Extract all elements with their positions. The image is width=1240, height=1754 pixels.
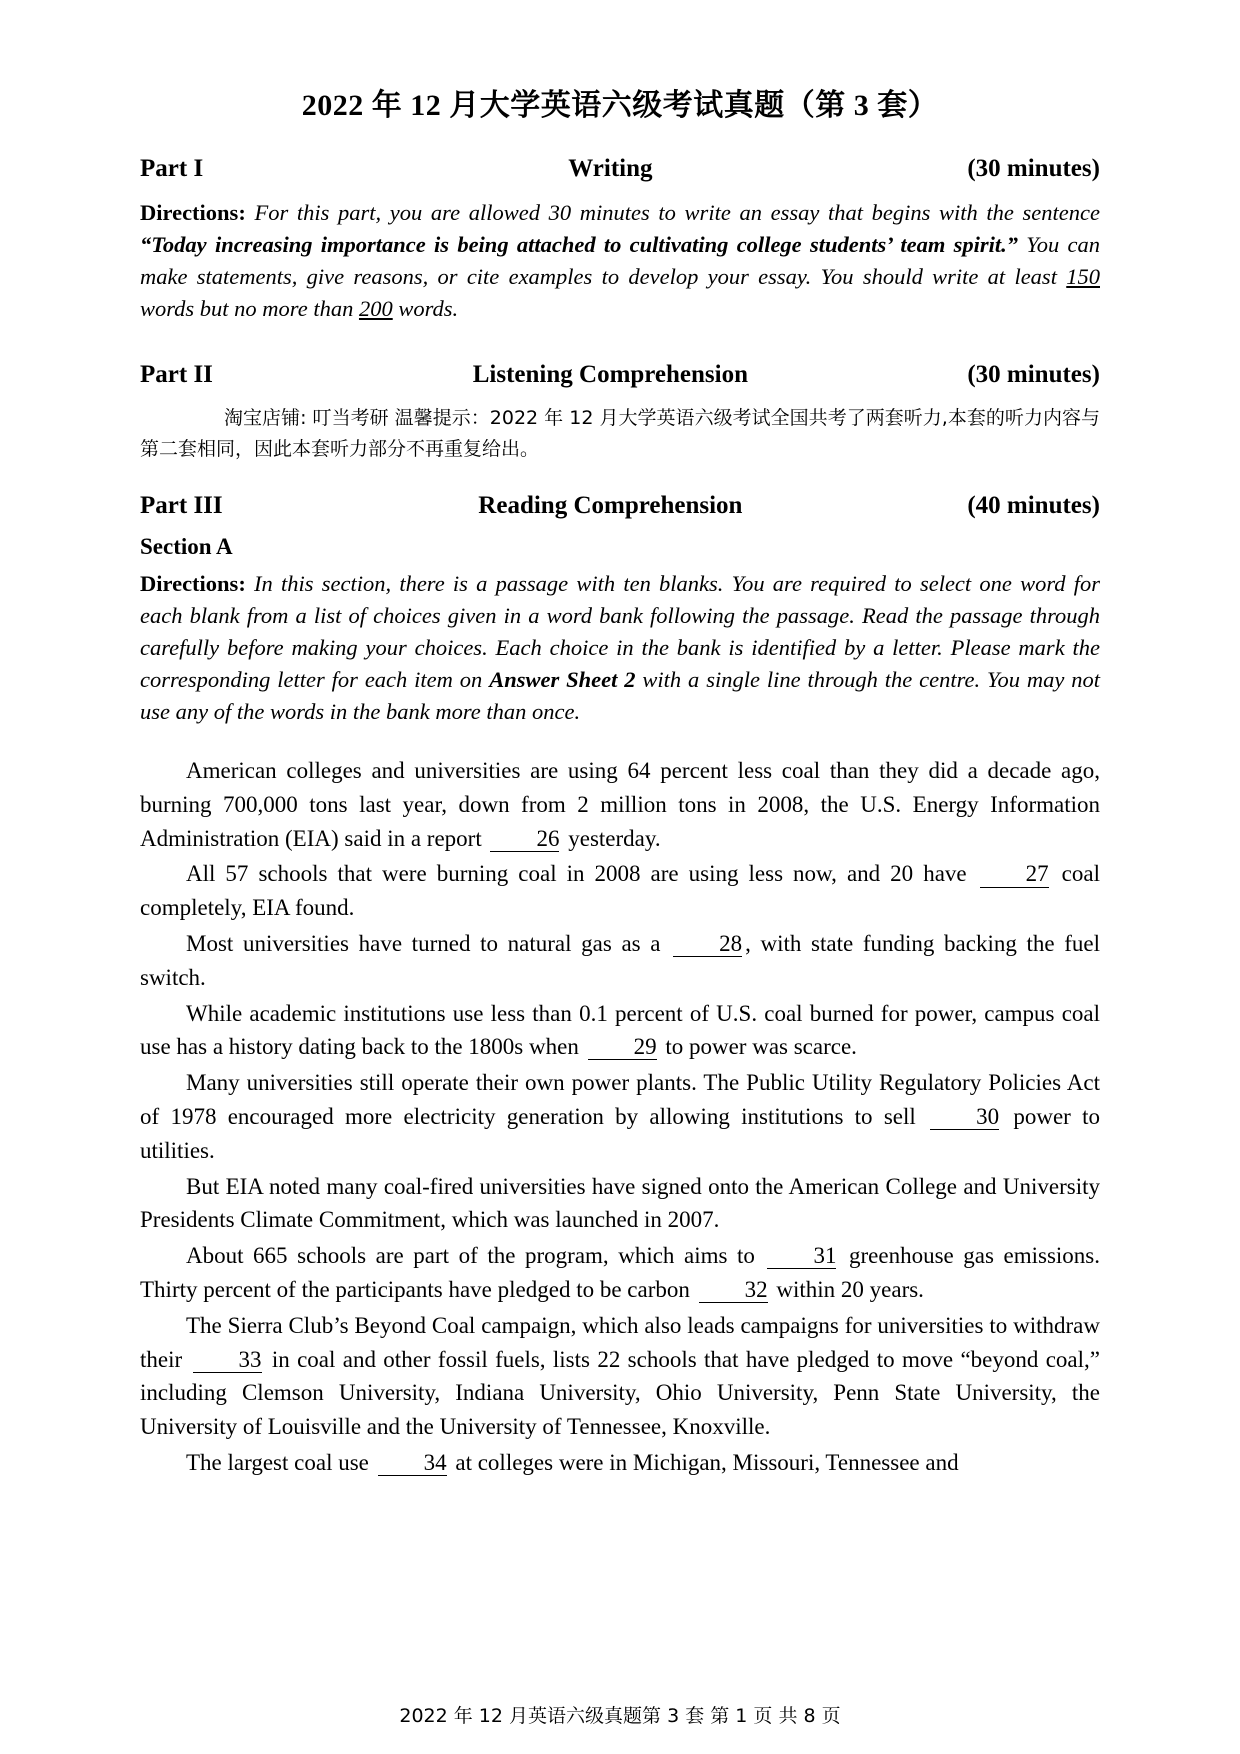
passage-paragraph — [140, 1170, 1100, 1238]
blank-28[interactable]: 28 — [673, 932, 742, 957]
part-two-time: (30 minutes) — [967, 360, 1100, 388]
passage-paragraph — [140, 997, 1100, 1065]
paragraph-text: within 20 years. — [770, 1276, 924, 1302]
max-word-count: 200 — [358, 295, 393, 321]
section-a-directions — [140, 568, 1100, 728]
listening-note — [140, 403, 1100, 465]
part-three-name: Reading Comprehension — [478, 492, 743, 520]
blank-30[interactable]: 30 — [930, 1105, 999, 1130]
section-a-directions-text-b: with a single line through the centre. You may not use any of the words in the bank more than once. — [140, 667, 1101, 725]
paragraph-text: greenhouse gas emissions. Thirty percent of the participants have pledged to be carbon — [140, 1243, 1100, 1302]
part-two-label: Part II — [140, 360, 213, 388]
paragraph-text: The largest coal use — [186, 1449, 375, 1475]
paragraph-text: Many universities still operate their own power plants. The Public Utility Regulatory Policies Act of 1978 encouraged more electricity generation by allowing institutions to sell — [140, 1070, 1100, 1129]
paragraph-text: Most universities have turned to natural gas as a — [186, 930, 671, 956]
paragraph-text: power to utilities. — [140, 1103, 1100, 1163]
paragraph-text: in coal and other fossil fuels, lists 22 schools that have pledged to move “beyond coal,” including Clemson University, Indiana University, Ohio University, Penn State University, the University of Louisville and the University of Tennessee, Knoxville. — [140, 1346, 1100, 1440]
section-a-heading: Section A — [140, 534, 233, 560]
directions-text-b: You can make statements, give reasons, or cite examples to develop your essay. You should write at least — [140, 231, 1101, 289]
passage-paragraph — [140, 754, 1100, 855]
answer-sheet-reference: Answer Sheet 2 — [489, 667, 636, 693]
part-two-name: Listening Comprehension — [472, 360, 749, 388]
blank-26[interactable]: 26 — [490, 827, 559, 852]
part-two-header — [140, 361, 1100, 389]
paragraph-text: at colleges were in Michigan, Missouri, Tennessee and — [449, 1449, 959, 1475]
part-one-time: (30 minutes) — [967, 155, 1100, 182]
directions-text-a: For this part, you are allowed 30 minutes to write an essay that begins with the sentence — [254, 200, 1101, 225]
part-one-header — [140, 155, 1100, 183]
part-one-name: Writing — [568, 155, 653, 182]
blank-33[interactable]: 33 — [193, 1348, 262, 1373]
passage-paragraph — [140, 1309, 1100, 1444]
spacer — [140, 335, 1100, 361]
section-a-directions-text-a: In this section, there is a passage with ten blanks. You are required to select one word for each blank from a list of choices given in a word bank following the passage. Read the passage through carefully before making your choices. Each choice in the bank is identified by a letter. Please mark the corresponding letter for each item on — [140, 571, 1101, 693]
part-three-label: Part III — [140, 492, 223, 520]
paragraph-text: But EIA noted many coal-fired universities have signed onto the American College and University Presidents Climate Commitment, which was launched in 2007. — [140, 1173, 1100, 1233]
page-title: 2022 年 12 月大学英语六级考试真题（第 3 套） — [301, 89, 939, 122]
listening-note-line2: 听力内容与第二套相同，因此本套听力部分不再重复给出。 — [140, 406, 1100, 460]
passage-paragraph — [140, 1239, 1100, 1307]
paragraph-text: About 665 schools are part of the program, which aims to — [186, 1243, 765, 1269]
reading-passage — [140, 754, 1100, 1480]
paragraph-text: The Sierra Club’s Beyond Coal campaign, which also leads campaigns for universities to withdraw their — [140, 1312, 1100, 1372]
blank-34[interactable]: 34 — [378, 1451, 447, 1476]
directions-label: Directions: — [140, 571, 246, 597]
part-one-label: Part I — [140, 155, 204, 182]
listening-note-line1: 淘宝店铺: 叮当考研 温馨提示：2022 年 12 月大学英语六级考试全国共考了两套听力,本套的 — [224, 406, 1005, 429]
passage-paragraph — [140, 1446, 1100, 1480]
passage-paragraph — [140, 927, 1100, 995]
paragraph-text: All 57 schools that were burning coal in 2008 are using less now, and 20 have — [186, 861, 977, 887]
part-one-directions — [140, 197, 1100, 325]
directions-text-d: words. — [392, 295, 459, 321]
paragraph-text: to power was scarce. — [659, 1034, 857, 1060]
paragraph-text: While academic institutions use less than 0.1 percent of U.S. coal burned for power, campus coal use has a history dating back to the 1800s when — [140, 1000, 1100, 1060]
paragraph-text: American colleges and universities are using 64 percent less coal than they did a decade ago, burning 700,000 tons last year, down from 2 million tons in 2008, the U.S. Energy Information Administration (EIA) said in a report — [140, 757, 1100, 851]
blank-29[interactable]: 29 — [588, 1035, 657, 1060]
passage-paragraph — [140, 857, 1100, 925]
blank-31[interactable]: 31 — [767, 1244, 836, 1269]
part-three-time: (40 minutes) — [967, 492, 1100, 520]
blank-27[interactable]: 27 — [980, 862, 1049, 887]
essay-opening-sentence: “Today increasing importance is being attached to cultivating college students’ team spirit.” — [140, 231, 1018, 257]
passage-paragraph — [140, 1066, 1100, 1167]
paragraph-text: coal completely, EIA found. — [140, 861, 1100, 921]
blank-32[interactable]: 32 — [699, 1278, 768, 1303]
directions-text-c: words but no more than — [140, 295, 359, 321]
directions-label: Directions: — [140, 200, 246, 225]
paragraph-text: , with state funding backing the fuel switch. — [140, 930, 1100, 990]
page-footer: 2022 年 12 月英语六级真题第 3 套 第 1 页 共 8 页 — [399, 1705, 841, 1727]
part-three-header — [140, 492, 1100, 520]
min-word-count: 150 — [1066, 263, 1100, 289]
spacer — [140, 738, 1100, 754]
spacer — [140, 476, 1100, 492]
paragraph-text: yesterday. — [562, 825, 661, 851]
